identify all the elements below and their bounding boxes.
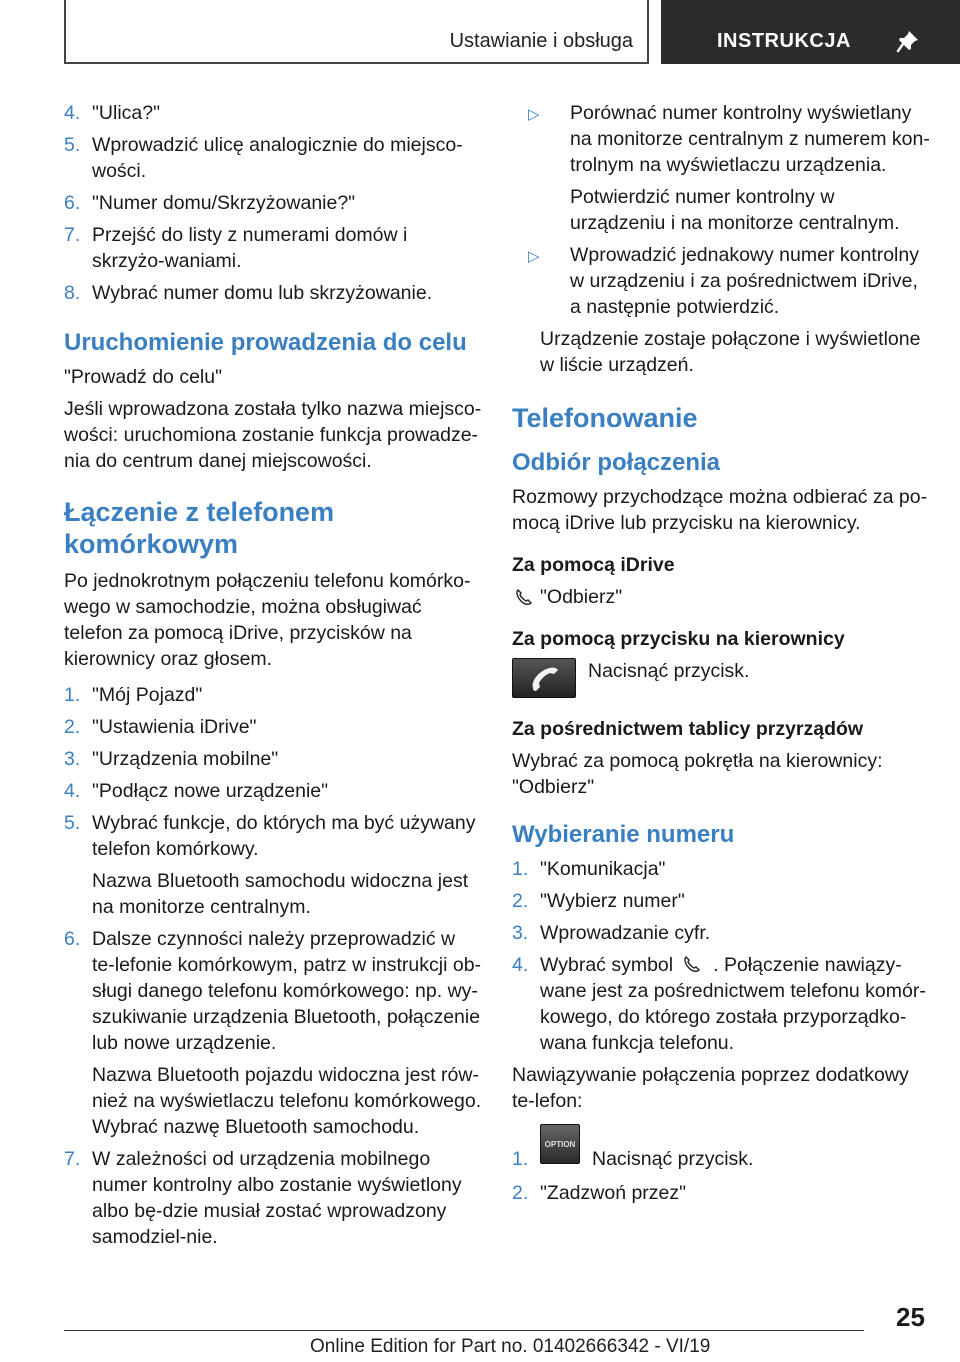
header-chapter-title: INSTRUKCJA <box>717 30 851 52</box>
list-item: 4. Wybrać symbol . Połączenie nawiązy-wane jest za pośrednictwem telefonu komór-kowego, do którego została przyporządko-wana funkcja telefonu. <box>512 954 926 1054</box>
list-item: 5. Wprowadzić ulicę analogicznie do miejsco-wości. <box>64 134 463 182</box>
wheel-button-row: Nacisnąć przycisk. <box>512 658 932 700</box>
list-item: 1. "Mój Pojazd" <box>64 684 203 706</box>
list-item: 4. "Ulica?" <box>64 102 161 124</box>
list-item: 1. OPTION Nacisnąć przycisk. <box>512 1124 932 1174</box>
paragraph: Jeśli wprowadzona została tylko nazwa miejsco-wości: uruchomiona zostanie funkcja prowadze-nia do centrum danej miejscowości. <box>64 398 482 472</box>
list-item: 3. "Urządzenia mobilne" <box>64 748 279 770</box>
heading-via-wheel: Za pomocą przycisku na kierownicy <box>512 628 845 650</box>
list-item: 7. W zależności od urządzenia mobilnego numer kontrolny albo zostanie wyświetlony albo bę-dzie musiał zostać wprowadzony samodziel-nie. <box>64 1148 462 1248</box>
paragraph: Wybrać za pomocą pokrętła na kierownicy: "Odbierz" <box>512 750 883 798</box>
list-item: 5. Wybrać funkcje, do których ma być używany telefon komórkowy. <box>64 812 476 860</box>
heading-via-instrument-panel: Za pośrednictwem tablicy przyrządów <box>512 718 864 740</box>
heading-dial-number: Wybieranie numeru <box>512 821 735 848</box>
phone-symbol-icon <box>681 954 705 974</box>
list-item-note: Nazwa Bluetooth samochodu widoczna jest na monitorze centralnym. <box>92 870 469 918</box>
header-section-box <box>64 0 649 64</box>
list-item: 2. "Ustawienia iDrive" <box>64 716 257 738</box>
list-item: 6. Dalsze czynności należy przeprowadzić w te-lefonie komórkowym, patrz w instrukcji ob-sługi danego telefonu komórkowego: np. wy-szukiwanie urządzenia Bluetooth, połączenie lub nowe urządzenie. <box>64 928 482 1054</box>
triangle-bullet-icon: ▷ <box>528 106 540 123</box>
list-item: 1. "Komunikacja" <box>512 858 666 880</box>
list-item-note: Nazwa Bluetooth pojazdu widoczna jest rów-nież na wyświetlaczu telefonu komórkowego. Wybrać nazwę Bluetooth samochodu. <box>92 1064 482 1138</box>
list-item: 2. "Zadzwoń przez" <box>512 1182 687 1204</box>
paragraph: Urządzenie zostaje połączone i wyświetlone w liście urządzeń. <box>540 328 921 376</box>
paragraph: Po jednokrotnym połączeniu telefonu komórko-wego w samochodzie, można obsługiwać telefon za pomocą iDrive, przycisków na kierownicy oraz głosem. <box>64 570 471 670</box>
list-item: 8. Wybrać numer domu lub skrzyżowanie. <box>64 282 433 304</box>
footer-divider <box>64 1330 864 1331</box>
steps-street <box>64 100 482 306</box>
bullet-item: ▷ Wprowadzić jednakowy numer kontrolny w urządzeniu i za pośrednictwem iDrive, a następnie potwierdzić. <box>528 244 919 318</box>
paragraph: Nawiązywanie połączenia poprzez dodatkowy te-lefon: <box>512 1064 909 1112</box>
header-section-title: Ustawianie i obsługa <box>449 30 633 52</box>
answer-menu-item: "Odbierz" <box>512 584 932 610</box>
heading-start-guidance: Uruchomienie prowadzenia do celu <box>64 329 467 356</box>
triangle-bullet-icon: ▷ <box>528 248 540 265</box>
pushpin-icon <box>895 28 921 54</box>
list-item: 7. Przejść do listy z numerami domów i skrzyżo-waniami. <box>64 224 408 272</box>
phone-handset-icon <box>527 664 563 694</box>
heading-telephony: Telefonowanie <box>512 403 698 433</box>
page-number: 25 <box>896 1302 925 1332</box>
steering-wheel-phone-button[interactable] <box>512 658 576 698</box>
list-item: 2. "Wybierz numer" <box>512 890 685 912</box>
paragraph: "Prowadź do celu" <box>64 366 223 388</box>
phone-icon <box>514 588 534 606</box>
heading-receive-call: Odbiór połączenia <box>512 449 721 476</box>
bullet-item: ▷ Porównać numer kontrolny wyświetlany na monitorze centralnym z numerem kon-trolnym na wyświetlaczu urządzenia. <box>528 102 930 176</box>
steps-connect <box>64 682 482 1250</box>
header-chapter-tab <box>661 0 960 64</box>
footer-edition: Online Edition for Part no. 01402666342 - VI/19 <box>310 1336 711 1357</box>
list-item: 4. "Podłącz nowe urządzenie" <box>64 780 329 802</box>
right-column <box>512 100 932 1212</box>
option-button[interactable]: OPTION <box>540 1124 580 1164</box>
left-column <box>64 100 482 1256</box>
list-item: 3. Wprowadzanie cyfr. <box>512 922 711 944</box>
heading-connect-phone: Łączenie z telefonem komórkowym <box>64 497 335 559</box>
bullet-item-note: Potwierdzić numer kontrolny w urządzeniu i na monitorze centralnym. <box>570 186 900 234</box>
paragraph: Rozmowy przychodzące można odbierać za po-mocą iDrive lub przycisku na kierownicy. <box>512 486 928 534</box>
list-item: 6. "Numer domu/Skrzyżowanie?" <box>64 192 356 214</box>
heading-via-idrive: Za pomocą iDrive <box>512 554 675 576</box>
